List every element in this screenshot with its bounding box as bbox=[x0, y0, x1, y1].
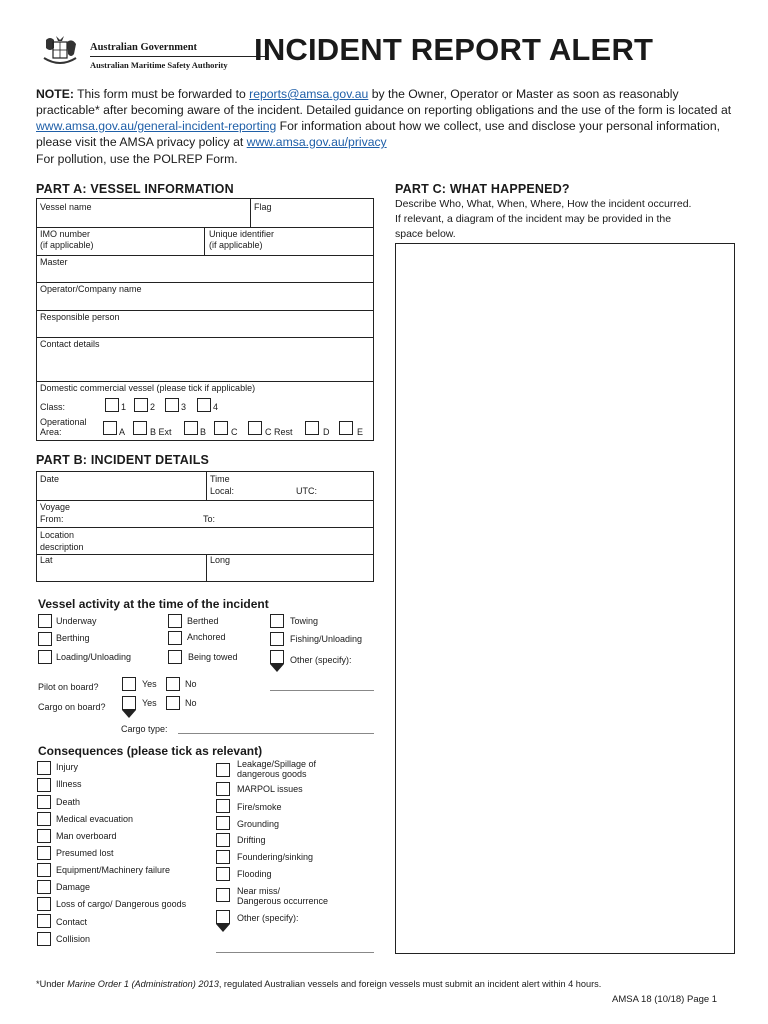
death-checkbox[interactable] bbox=[37, 795, 51, 809]
drifting-checkbox[interactable] bbox=[216, 833, 230, 847]
towing-label: Towing bbox=[290, 616, 319, 626]
part-c-line-2: If relevant, a diagram of the incident may be provided in the bbox=[395, 213, 672, 225]
footer-note-post: , regulated Australian vessels and foreign vessels must submit an incident alert within 4 hours. bbox=[218, 979, 602, 989]
leakage-label-2: dangerous goods bbox=[237, 769, 307, 779]
contact-consequence-label: Contact bbox=[56, 917, 88, 927]
area-c-rest-checkbox[interactable] bbox=[248, 421, 262, 435]
government-name: Australian Government bbox=[90, 42, 198, 53]
illness-checkbox[interactable] bbox=[37, 778, 51, 792]
collision-checkbox[interactable] bbox=[37, 932, 51, 946]
op-area-label-2: Area: bbox=[40, 427, 62, 437]
area-b-ext-checkbox[interactable] bbox=[133, 421, 147, 435]
cargo-yes-label: Yes bbox=[142, 698, 157, 708]
fishing-checkbox[interactable] bbox=[270, 632, 284, 646]
flag-label: Flag bbox=[254, 202, 272, 212]
other-consequence-label: Other (specify): bbox=[237, 913, 299, 923]
medical-evacuation-checkbox[interactable] bbox=[37, 812, 51, 826]
area-b-checkbox[interactable] bbox=[184, 421, 198, 435]
logo-divider bbox=[90, 56, 266, 57]
incident-description-area[interactable] bbox=[395, 243, 735, 954]
near-miss-label-2: Dangerous occurrence bbox=[237, 896, 329, 906]
email-link[interactable]: reports@amsa.gov.au bbox=[249, 87, 369, 101]
injury-label: Injury bbox=[56, 762, 79, 772]
near-miss-label-1: Near miss/ bbox=[237, 886, 281, 896]
class-3-checkbox[interactable] bbox=[165, 398, 179, 412]
uid-label: Unique identifier bbox=[209, 229, 275, 239]
berthed-label: Berthed bbox=[187, 616, 219, 626]
domestic-label: Domestic commercial vessel (please tick if applicable) bbox=[40, 383, 256, 393]
death-label: Death bbox=[56, 797, 81, 807]
man-overboard-label: Man overboard bbox=[56, 831, 117, 841]
class-2-label: 2 bbox=[150, 402, 156, 412]
damage-checkbox[interactable] bbox=[37, 880, 51, 894]
damage-label: Damage bbox=[56, 882, 91, 892]
other-activity-checkbox[interactable] bbox=[270, 650, 284, 664]
equipment-failure-label: Equipment/Machinery failure bbox=[56, 865, 171, 875]
area-d-label: D bbox=[323, 427, 330, 437]
area-b-ext-label: B Ext bbox=[150, 427, 172, 437]
underway-label: Underway bbox=[56, 616, 97, 626]
pilot-no-checkbox[interactable] bbox=[166, 677, 180, 691]
other-activity-label: Other (specify): bbox=[290, 655, 352, 665]
footer-note-italic: Marine Order 1 (Administration) 2013 bbox=[67, 979, 219, 989]
responsible-label: Responsible person bbox=[40, 312, 120, 322]
part-c-heading: PART C: WHAT HAPPENED? bbox=[395, 182, 570, 196]
page-number: AMSA 18 (10/18) Page 1 bbox=[612, 994, 718, 1005]
date-label: Date bbox=[40, 474, 60, 484]
pollution-note: For pollution, use the POLREP Form. bbox=[36, 152, 238, 166]
location-sub-label: description bbox=[40, 542, 84, 552]
cargo-no-checkbox[interactable] bbox=[166, 696, 180, 710]
cargo-label: Cargo on board? bbox=[38, 702, 106, 712]
incident-details-table bbox=[36, 471, 374, 582]
loss-of-cargo-label: Loss of cargo/ Dangerous goods bbox=[56, 899, 187, 909]
government-logo bbox=[36, 34, 236, 74]
area-c-label: C bbox=[231, 427, 238, 437]
part-a-heading: PART A: VESSEL INFORMATION bbox=[36, 182, 234, 196]
operator-label: Operator/Company name bbox=[40, 284, 142, 294]
note-text-2: by the Owner, Operator or Master as soon as reasonably practicable* after becoming aware of the incident. Detailed guidance on reporting obligations and the use of the form is located at bbox=[36, 87, 732, 117]
man-overboard-checkbox[interactable] bbox=[37, 829, 51, 843]
near-miss-checkbox[interactable] bbox=[216, 888, 230, 902]
injury-checkbox[interactable] bbox=[37, 761, 51, 775]
area-a-label: A bbox=[119, 427, 126, 437]
location-label: Location bbox=[40, 530, 75, 540]
from-label: From: bbox=[40, 514, 64, 524]
loss-of-cargo-checkbox[interactable] bbox=[37, 897, 51, 911]
pilot-yes-checkbox[interactable] bbox=[122, 677, 136, 691]
cargo-yes-checkbox[interactable] bbox=[122, 696, 136, 710]
master-label: Master bbox=[40, 257, 68, 267]
class-label: Class: bbox=[40, 402, 66, 412]
uid-sub-label: (if applicable) bbox=[209, 240, 263, 250]
dropdown-arrow-icon bbox=[270, 664, 284, 672]
class-3-label: 3 bbox=[181, 402, 187, 412]
flooding-checkbox[interactable] bbox=[216, 867, 230, 881]
cargo-type-label: Cargo type: bbox=[121, 724, 168, 734]
other-consequence-checkbox[interactable] bbox=[216, 910, 230, 924]
anchored-checkbox[interactable] bbox=[168, 631, 182, 645]
contact-checkbox[interactable] bbox=[37, 914, 51, 928]
grounding-label: Grounding bbox=[237, 819, 280, 829]
being-towed-label: Being towed bbox=[188, 652, 238, 662]
other-consequence-line[interactable] bbox=[216, 952, 374, 953]
illness-label: Illness bbox=[56, 779, 82, 789]
loading-checkbox[interactable] bbox=[38, 650, 52, 664]
medical-evacuation-label: Medical evacuation bbox=[56, 814, 134, 824]
flooding-label: Flooding bbox=[237, 869, 272, 879]
area-e-checkbox[interactable] bbox=[339, 421, 353, 435]
berthing-checkbox[interactable] bbox=[38, 632, 52, 646]
imo-label: IMO number bbox=[40, 229, 91, 239]
class-1-label: 1 bbox=[121, 402, 127, 412]
note-paragraph bbox=[36, 86, 736, 150]
presumed-lost-label: Presumed lost bbox=[56, 848, 114, 858]
note-label: NOTE: bbox=[36, 87, 74, 101]
note-text-3: For information about how we collect, use and disclose your personal information, please visit the AMSA privacy policy at bbox=[36, 119, 720, 149]
fire-smoke-label: Fire/smoke bbox=[237, 802, 282, 812]
area-d-checkbox[interactable] bbox=[305, 421, 319, 435]
to-label: To: bbox=[203, 514, 216, 524]
presumed-lost-checkbox[interactable] bbox=[37, 846, 51, 860]
fire-smoke-checkbox[interactable] bbox=[216, 799, 230, 813]
imo-sub-label: (if applicable) bbox=[40, 240, 94, 250]
long-label: Long bbox=[210, 555, 231, 565]
towing-checkbox[interactable] bbox=[270, 614, 284, 628]
pilot-label: Pilot on board? bbox=[38, 682, 99, 692]
berthed-checkbox[interactable] bbox=[168, 614, 182, 628]
consequences-heading: Consequences (please tick as relevant) bbox=[38, 744, 263, 758]
class-4-label: 4 bbox=[213, 402, 219, 412]
fishing-label: Fishing/Unloading bbox=[290, 634, 363, 644]
local-label: Local: bbox=[210, 486, 235, 496]
underway-checkbox[interactable] bbox=[38, 614, 52, 628]
privacy-link[interactable]: www.amsa.gov.au/privacy bbox=[246, 135, 387, 149]
leakage-checkbox[interactable] bbox=[216, 763, 230, 777]
being-towed-checkbox[interactable] bbox=[168, 650, 182, 664]
pilot-yes-label: Yes bbox=[142, 679, 157, 689]
other-arrow-icon bbox=[216, 924, 230, 932]
time-label: Time bbox=[210, 474, 230, 484]
cargo-arrow-icon bbox=[122, 710, 136, 718]
marpol-checkbox[interactable] bbox=[216, 782, 230, 796]
class-4-checkbox[interactable] bbox=[197, 398, 211, 412]
pilot-no-label: No bbox=[185, 679, 197, 689]
foundering-checkbox[interactable] bbox=[216, 850, 230, 864]
area-e-label: E bbox=[357, 427, 364, 437]
collision-label: Collision bbox=[56, 934, 91, 944]
area-b-label: B bbox=[200, 427, 207, 437]
note-text-1: This form must be forwarded to bbox=[73, 87, 250, 101]
part-b-heading: PART B: INCIDENT DETAILS bbox=[36, 453, 210, 467]
area-a-checkbox[interactable] bbox=[103, 421, 117, 435]
part-c-line-3: space below. bbox=[395, 228, 456, 240]
anchored-label: Anchored bbox=[187, 632, 226, 642]
marpol-label: MARPOL issues bbox=[237, 784, 303, 794]
voyage-label: Voyage bbox=[40, 502, 71, 512]
page-title: INCIDENT REPORT ALERT bbox=[254, 32, 654, 67]
authority-name: Australian Maritime Safety Authority bbox=[90, 60, 228, 70]
part-c-line-1: Describe Who, What, When, Where, How the incident occurred. bbox=[395, 198, 692, 210]
grounding-checkbox[interactable] bbox=[216, 816, 230, 830]
foundering-label: Foundering/sinking bbox=[237, 852, 314, 862]
op-area-label-1: Operational bbox=[40, 417, 87, 427]
footer-note bbox=[36, 979, 601, 989]
lat-label: Lat bbox=[40, 555, 53, 565]
loading-label: Loading/Unloading bbox=[56, 652, 132, 662]
coat-of-arms-icon bbox=[36, 34, 84, 72]
berthing-label: Berthing bbox=[56, 633, 90, 643]
other-activity-line[interactable] bbox=[270, 690, 374, 691]
activity-heading: Vessel activity at the time of the incident bbox=[38, 597, 269, 611]
equipment-failure-checkbox[interactable] bbox=[37, 863, 51, 877]
class-1-checkbox[interactable] bbox=[105, 398, 119, 412]
vessel-name-label: Vessel name bbox=[40, 202, 92, 212]
contact-label: Contact details bbox=[40, 339, 100, 349]
utc-label: UTC: bbox=[296, 486, 317, 496]
cargo-no-label: No bbox=[185, 698, 197, 708]
area-c-checkbox[interactable] bbox=[214, 421, 228, 435]
area-c-rest-label: C Rest bbox=[265, 427, 293, 437]
guidance-link[interactable]: www.amsa.gov.au/general-incident-reporting bbox=[36, 119, 277, 133]
drifting-label: Drifting bbox=[237, 835, 266, 845]
class-2-checkbox[interactable] bbox=[134, 398, 148, 412]
footer-note-pre: *Under bbox=[36, 979, 68, 989]
cargo-type-line[interactable] bbox=[178, 733, 374, 734]
leakage-label-1: Leakage/Spillage of bbox=[237, 759, 317, 769]
